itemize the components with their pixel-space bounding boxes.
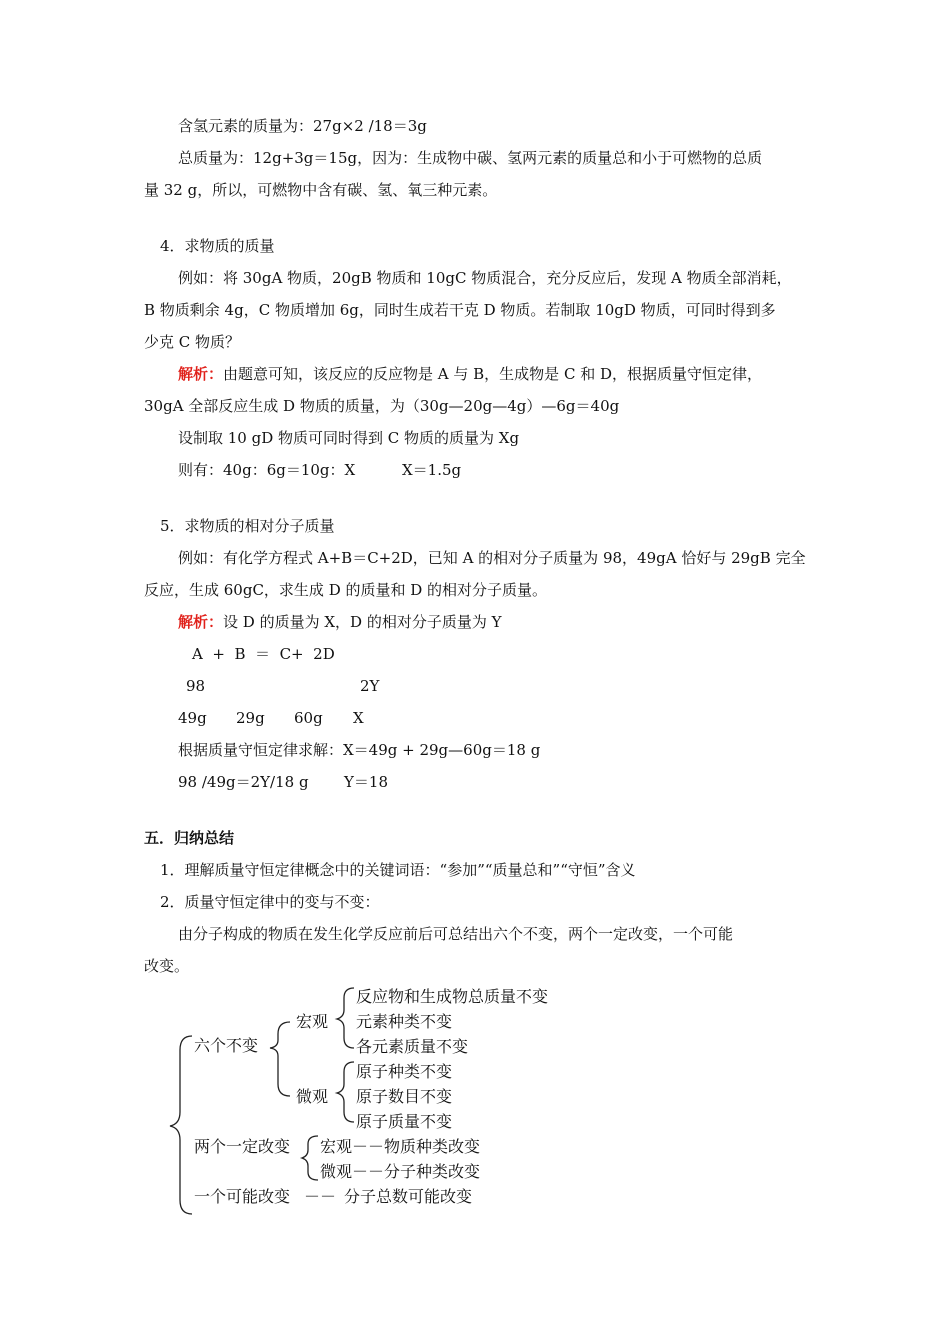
equation-row: A + B ＝ C+ 2D [192,645,335,663]
micro-item-1: 原子种类不变 [356,1062,453,1081]
analysis-label: 解析： [178,365,224,383]
macro-item-1: 反应物和生成物总质量不变 [356,987,549,1006]
two-changed-label: 两个一定改变 [194,1137,291,1156]
sec4-analysis-line-2: 30gA 全部反应生成 D 物质的质量，为（30g—20g—4g）—6g＝40g [144,397,620,415]
macro-item-2: 元素种类不变 [356,1012,453,1031]
section-5-heading: 5．求物质的相对分子质量 [160,517,335,535]
total-mass-line-2: 量 32 g，所以，可燃物中含有碳、氢、氧三种元素。 [144,181,498,199]
equation-row2-right: 2Y [360,677,380,695]
sec4-example-line-2: B 物质剩余 4g，C 物质增加 6g，同时生成若干克 D 物质。若制取 10gD 物质，可同时得到多 [144,301,776,319]
one-possible-label: 一个可能改变 [194,1187,291,1206]
six-unchanged-label: 六个不变 [194,1036,259,1055]
micro-label: 微观 [296,1087,329,1106]
outer-brace [170,1036,192,1214]
summary-desc-line-2: 改变。 [144,957,190,975]
analysis-label: 解析： [178,613,224,631]
sec5-ratio-result: Y＝18 [344,773,388,791]
micro-item-2: 原子数目不变 [356,1087,453,1106]
equation-row3-a: 49g [178,709,207,727]
macro-label: 宏观 [296,1012,329,1031]
sec5-example-line-1: 例如：有化学方程式 A+B＝C+2D，已知 A 的相对分子质量为 98，49gA 恰好与 29gB 完全 [178,549,806,567]
micro-brace [337,1062,354,1122]
sec5-solve-line: 根据质量守恒定律求解：X＝49g + 29g—60g＝18 g [178,741,541,759]
micro-item-3: 原子质量不变 [356,1112,453,1131]
sec5-analysis-text: 设 D 的质量为 X，D 的相对分子质量为 Y [223,613,502,631]
sec4-example-line-3: 少克 C 物质？ [144,333,241,351]
two-item-2: 微观－－分子种类改变 [320,1162,481,1181]
summary-item-1: 1．理解质量守恒定律概念中的关键词语：“参加”“质量总和”“守恒”含义 [160,861,636,879]
summary-item-2: 2．质量守恒定律中的变与不变： [160,893,380,911]
macro-brace [337,988,354,1048]
equation-row3-c: 60g [294,709,323,727]
total-mass-line-1: 总质量为：12g+3g＝15g，因为：生成物中碳、氢两元素的质量总和小于可燃物的总质 [178,149,763,167]
sec4-set-line: 设制取 10 gD 物质可同时得到 C 物质的质量为 Xg [178,429,520,447]
sec5-ratio-line: 98 /49g＝2Y/18 g [178,773,309,791]
six-brace [270,1022,290,1096]
equation-row2-left: 98 [186,677,206,695]
summary-heading: 五．归纳总结 [144,829,235,847]
two-brace [302,1136,318,1180]
two-item-1: 宏观－－物质种类改变 [320,1137,481,1156]
equation-row3-b: 29g [236,709,265,727]
summary-desc-line-1: 由分子构成的物质在发生化学反应前后可总结出六个不变，两个一定改变，一个可能 [178,925,734,943]
one-possible-dash: －－ [304,1187,337,1206]
sec4-then-equation: 则有：40g：6g＝10g：X [178,461,356,479]
sec4-then-result: X＝1.5g [402,461,462,479]
sec4-analysis-text: 由题意可知，该反应的反应物是 A 与 B，生成物是 C 和 D，根据质量守恒定律， [223,365,762,383]
hydrogen-mass-line: 含氢元素的质量为：27g×2 /18＝3g [178,117,427,135]
sec5-example-line-2: 反应，生成 60gC，求生成 D 的质量和 D 的相对分子质量。 [144,581,548,599]
sec4-example-line-1: 例如：将 30gA 物质，20gB 物质和 10gC 物质混合，充分反应后，发现 A 物质全部消耗， [178,269,792,287]
equation-row3-d: X [353,709,364,727]
one-possible-item: 分子总数可能改变 [344,1187,473,1206]
macro-item-3: 各元素质量不变 [356,1037,469,1056]
section-4-heading: 4．求物质的质量 [160,237,275,255]
